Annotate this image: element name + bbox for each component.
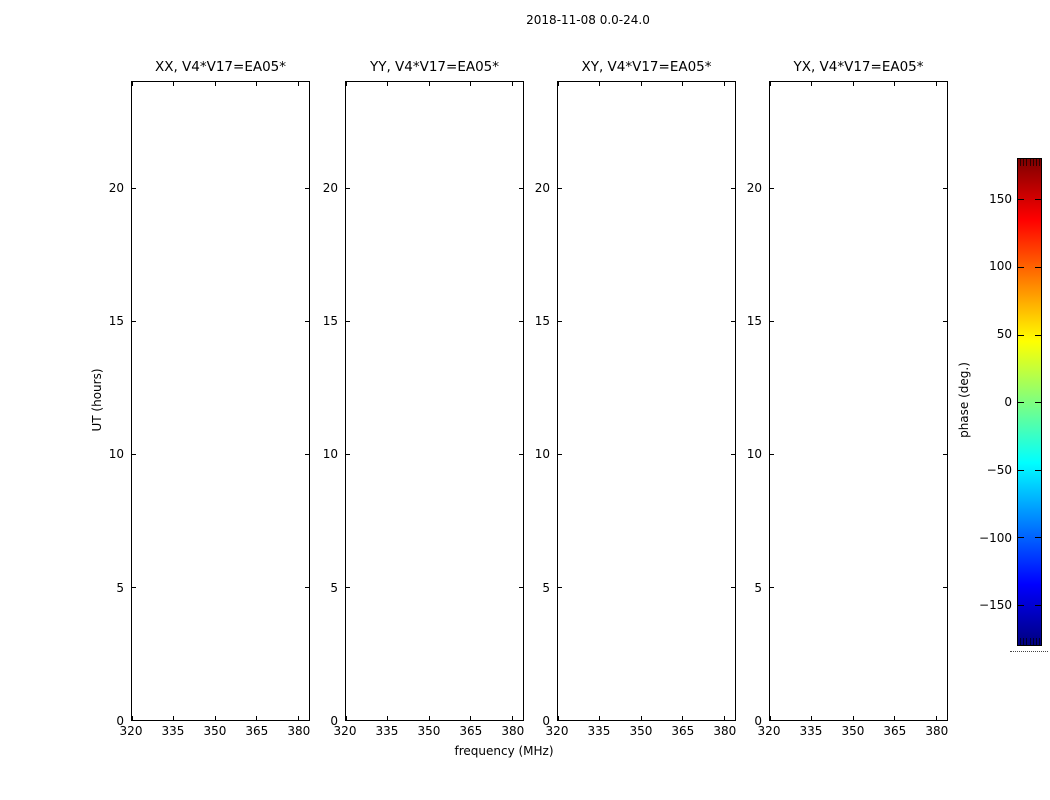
x-tick-mark [256,82,257,86]
y-tick-mark [770,321,774,322]
x-tick-labels-xy [545,722,737,738]
y-tick-mark [132,188,136,189]
x-tick-label: 350 [841,724,865,738]
y-tick-label: 10 [108,447,124,462]
x-tick-mark [894,716,895,720]
x-tick-mark [470,716,471,720]
colorbar-end-hatch [1020,159,1021,166]
colorbar-tick-label: 150 [989,191,1012,206]
y-tick-mark [770,587,774,588]
y-tick-mark [558,587,562,588]
x-tick-mark [256,716,257,720]
y-tick-mark [943,321,947,322]
plot-area-xy [557,81,736,721]
x-tick-label: 380 [925,724,949,738]
y-tick-label: 0 [754,714,762,728]
x-tick-mark [853,716,854,720]
x-tick-label: 380 [713,724,737,738]
colorbar-end-hatch [1026,159,1027,166]
colorbar-tick-mark [1035,537,1041,538]
y-tick-label: 5 [754,580,762,595]
y-axis-label: UT (hours) [90,368,104,432]
y-tick-label: 20 [108,180,124,195]
y-tick-mark [132,321,136,322]
y-tick-mark [770,454,774,455]
colorbar-tick-label: −100 [979,530,1012,545]
colorbar-base-dotted-line [1010,651,1048,652]
colorbar-tick-mark [1035,402,1041,403]
y-tick-mark [558,188,562,189]
x-tick-mark [558,82,559,86]
colorbar-tick-mark [1018,537,1024,538]
panel-title-yy: YY, V4*V17=EA05* [369,59,500,75]
y-tick-label: 10 [534,447,550,462]
y-tick-mark [943,587,947,588]
y-tick-label: 0 [116,714,124,728]
y-tick-label: 15 [746,314,762,328]
x-axis-label: frequency (MHz) [454,744,554,758]
y-tick-mark [558,321,562,322]
colorbar-tick-label: −150 [979,598,1012,613]
colorbar-tick-mark [1018,199,1024,200]
panel-title-yx: YX, V4*V17=EA05* [793,59,924,75]
x-tick-label: 365 [671,724,695,738]
x-tick-mark [173,716,174,720]
x-tick-label: 365 [883,724,907,738]
y-tick-mark [346,587,350,588]
x-tick-mark [641,82,642,86]
y-tick-mark [346,720,350,721]
y-tick-label: 20 [322,180,338,195]
y-tick-mark [558,454,562,455]
x-tick-mark [811,82,812,86]
x-tick-mark [682,716,683,720]
y-tick-label: 10 [746,447,762,462]
x-tick-label: 350 [203,724,227,738]
x-tick-mark [811,716,812,720]
y-tick-label: 15 [108,314,124,328]
colorbar-end-hatch [1039,159,1040,166]
colorbar-end-hatch [1036,638,1037,645]
colorbar-tick-mark [1018,470,1024,471]
colorbar-tick-label: 100 [989,259,1012,274]
plot-area-xx [131,81,310,721]
panel-title-xx: XX, V4*V17=EA05* [154,59,287,75]
x-tick-mark [682,82,683,86]
x-tick-label: 365 [245,724,269,738]
y-tick-mark [943,720,947,721]
colorbar-tick-label: −50 [986,462,1012,477]
plot-area-yy [345,81,524,721]
y-tick-mark [558,720,562,721]
y-tick-labels-yx [722,81,762,728]
colorbar-end-hatch [1036,159,1037,166]
x-tick-labels-yx [757,722,949,738]
colorbar-end-hatch [1030,638,1031,645]
y-tick-mark [943,454,947,455]
x-tick-label: 320 [333,724,357,738]
x-tick-label: 320 [119,724,143,738]
x-tick-mark [641,716,642,720]
x-tick-mark [346,82,347,86]
colorbar-label: phase (deg.) [957,362,971,438]
y-tick-label: 5 [330,580,338,595]
y-tick-mark [770,188,774,189]
y-tick-label: 0 [542,714,550,728]
y-tick-labels-xx [84,81,124,728]
x-tick-mark [936,82,937,86]
x-tick-label: 380 [287,724,311,738]
colorbar [1017,158,1042,646]
figure-title: 2018-11-08 0.0-24.0 [526,13,650,27]
x-tick-mark [429,82,430,86]
x-tick-mark [215,716,216,720]
x-tick-mark [853,82,854,86]
x-tick-mark [429,716,430,720]
colorbar-end-hatch [1023,638,1024,645]
y-tick-mark [346,454,350,455]
y-tick-mark [943,188,947,189]
x-tick-label: 365 [459,724,483,738]
colorbar-tick-mark [1035,335,1041,336]
y-tick-label: 20 [746,180,762,195]
colorbar-tick-mark [1018,335,1024,336]
colorbar-end-hatch [1039,638,1040,645]
colorbar-end-hatch [1026,638,1027,645]
colorbar-tick-mark [1035,470,1041,471]
y-tick-label: 15 [322,314,338,328]
x-tick-mark [215,82,216,86]
y-tick-mark [770,720,774,721]
y-tick-mark [132,454,136,455]
colorbar-tick-mark [1018,402,1024,403]
colorbar-tick-mark [1035,267,1041,268]
colorbar-end-hatch [1023,159,1024,166]
x-tick-mark [173,82,174,86]
colorbar-tick-mark [1018,267,1024,268]
colorbar-tick-mark [1035,199,1041,200]
x-tick-mark [599,82,600,86]
x-tick-label: 380 [501,724,525,738]
x-tick-labels-yy [333,722,525,738]
x-tick-labels-xx [119,722,311,738]
x-tick-mark [770,82,771,86]
x-tick-label: 350 [629,724,653,738]
colorbar-tick-mark [1035,605,1041,606]
plot-area-yx [769,81,948,721]
x-tick-mark [387,716,388,720]
colorbar-tick-mark [1018,605,1024,606]
y-tick-mark [346,188,350,189]
x-tick-mark [470,82,471,86]
y-tick-label: 10 [322,447,338,462]
x-tick-mark [599,716,600,720]
colorbar-tick-label: 50 [996,327,1012,342]
y-tick-mark [132,587,136,588]
y-tick-label: 0 [330,714,338,728]
x-tick-label: 335 [161,724,185,738]
x-tick-mark [132,82,133,86]
x-tick-label: 320 [545,724,569,738]
colorbar-end-hatch [1020,638,1021,645]
colorbar-tick-label: 0 [1004,395,1012,409]
y-tick-label: 20 [534,180,550,195]
colorbar-end-hatch [1030,159,1031,166]
x-tick-mark [894,82,895,86]
x-tick-label: 335 [799,724,823,738]
x-tick-label: 335 [375,724,399,738]
y-tick-label: 5 [542,580,550,595]
x-tick-label: 335 [587,724,611,738]
y-tick-mark [132,720,136,721]
x-tick-label: 350 [417,724,441,738]
y-tick-label: 15 [534,314,550,328]
x-tick-mark [387,82,388,86]
x-tick-mark [936,716,937,720]
panel-title-xy: XY, V4*V17=EA05* [581,59,712,75]
y-tick-mark [346,321,350,322]
y-tick-labels-yy [298,81,338,728]
colorbar-end-hatch [1033,159,1034,166]
colorbar-end-hatch [1033,638,1034,645]
y-tick-label: 5 [116,580,124,595]
x-tick-label: 320 [757,724,781,738]
y-tick-labels-xy [510,81,550,728]
